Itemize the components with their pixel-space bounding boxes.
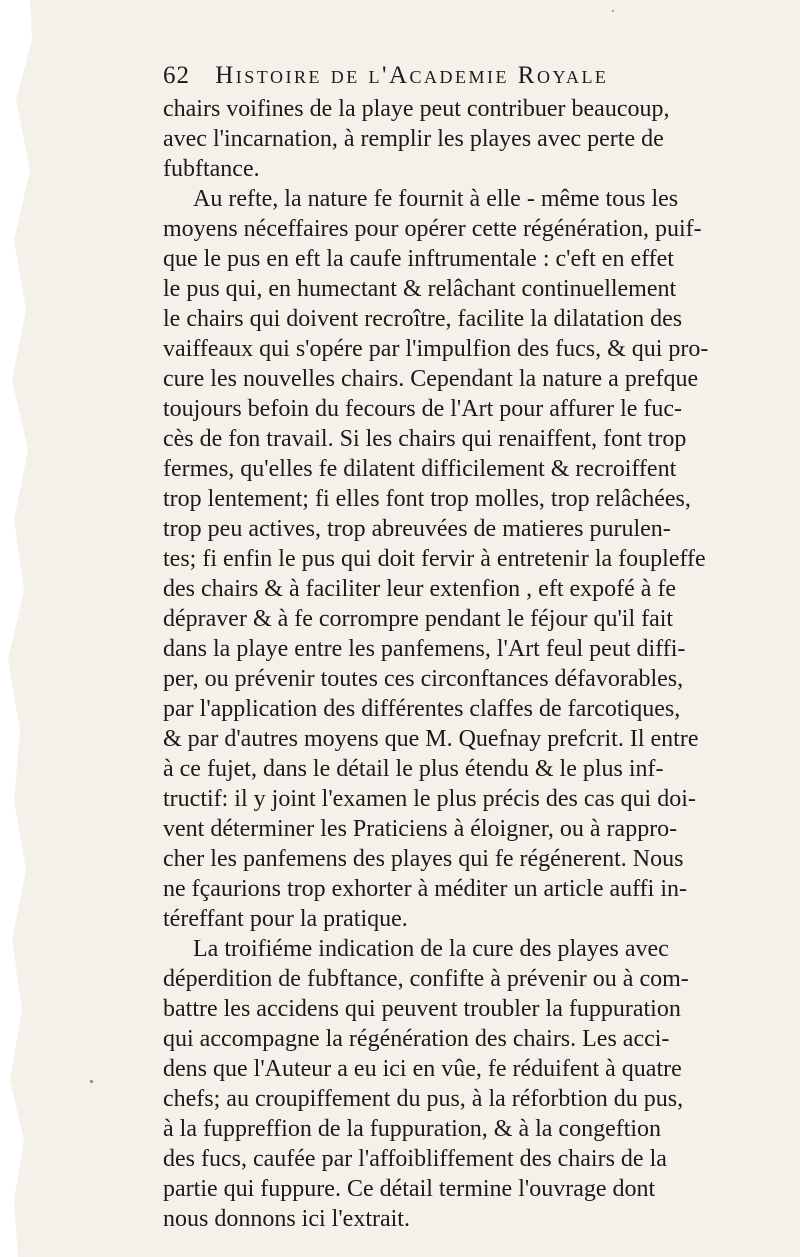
text-line: nous donnons ici l'extrait. <box>163 1206 410 1232</box>
paper-spot <box>612 10 614 12</box>
running-title: Histoire de l'Academie Royale <box>215 62 609 89</box>
text-line: chefs; au croupiffement du pus, à la réforbtion du pus, <box>163 1086 684 1112</box>
text-line: per, ou prévenir toutes ces circonftances défavorables, <box>163 666 684 692</box>
text-line: le chairs qui doivent recroître, facilite la dilatation des <box>163 306 683 332</box>
text-line: cure les nouvelles chairs. Cependant la nature a prefque <box>163 366 699 392</box>
text-line: fermes, qu'elles fe dilatent difficilement & recroiffent <box>163 456 677 482</box>
text-line: téreffant pour la pratique. <box>163 906 408 932</box>
text-line: battre les accidens qui peuvent troubler la fuppuration <box>163 996 681 1022</box>
text-line: trop peu actives, trop abreuvées de matieres purulen- <box>163 516 671 542</box>
text-line: moyens néceffaires pour opérer cette régénération, puif- <box>163 216 702 242</box>
body-text <box>163 94 755 1234</box>
page-number: 62 <box>163 62 190 89</box>
text-line: tes; fi enfin le pus qui doit fervir à entretenir la foupleffe <box>163 546 706 572</box>
text-line: vent déterminer les Praticiens à éloigner, ou à rappro- <box>163 816 678 842</box>
text-line: dens que l'Auteur a eu ici en vûe, fe réduifent à quatre <box>163 1056 682 1082</box>
paragraph-start-line: Au refte, la nature fe fournit à elle - même tous les <box>193 186 679 212</box>
text-line: dépraver & à fe corrompre pendant le féjour qu'il fait <box>163 606 674 632</box>
text-line: des fucs, caufée par l'affoibliffement des chairs de la <box>163 1146 667 1172</box>
text-line: tructif: il y joint l'examen le plus précis des cas qui doi- <box>163 786 696 812</box>
text-line: & par d'autres moyens que M. Quefnay prefcrit. Il entre <box>163 726 699 752</box>
paper-spot <box>90 1080 93 1083</box>
text-line: le pus qui, en humectant & relâchant continuellement <box>163 276 677 302</box>
text-line: à la fuppreffion de la fuppuration, & à la congeftion <box>163 1116 662 1142</box>
text-line: fubftance. <box>163 156 260 182</box>
text-line: qui accompagne la régénération des chairs. Les acci- <box>163 1026 670 1052</box>
text-line: déperdition de fubftance, confifte à prévenir ou à com- <box>163 966 689 992</box>
text-line: que le pus en eft la caufe inftrumentale : c'eft en effet <box>163 246 674 272</box>
text-line: par l'application des différentes claffes de farcotiques, <box>163 696 681 722</box>
text-line: ne fçaurions trop exhorter à méditer un article auffi in- <box>163 876 688 902</box>
page-header <box>163 62 763 90</box>
text-line: trop lentement; fi elles font trop molles, trop relâchées, <box>163 486 691 512</box>
text-line: vaiffeaux qui s'opére par l'impulfion des fucs, & qui pro- <box>163 336 709 362</box>
text-line: avec l'incarnation, à remplir les playes avec perte de <box>163 126 664 152</box>
text-line: cher les panfemens des playes qui fe régénerent. Nous <box>163 846 684 872</box>
text-line: dans la playe entre les panfemens, l'Art feul peut diffi- <box>163 636 686 662</box>
text-line: à ce fujet, dans le détail le plus étendu & le plus inf- <box>163 756 664 782</box>
text-line: cès de fon travail. Si les chairs qui renaiffent, font trop <box>163 426 687 452</box>
text-line: chairs voifines de la playe peut contribuer beaucoup, <box>163 96 670 122</box>
text-line: partie qui fuppure. Ce détail termine l'ouvrage dont <box>163 1176 656 1202</box>
paragraph-start-line: La troifiéme indication de la cure des playes avec <box>193 936 669 962</box>
text-line: des chairs & à faciliter leur extenfion , eft expofé à fe <box>163 576 677 602</box>
text-line: toujours befoin du fecours de l'Art pour affurer le fuc- <box>163 396 683 422</box>
